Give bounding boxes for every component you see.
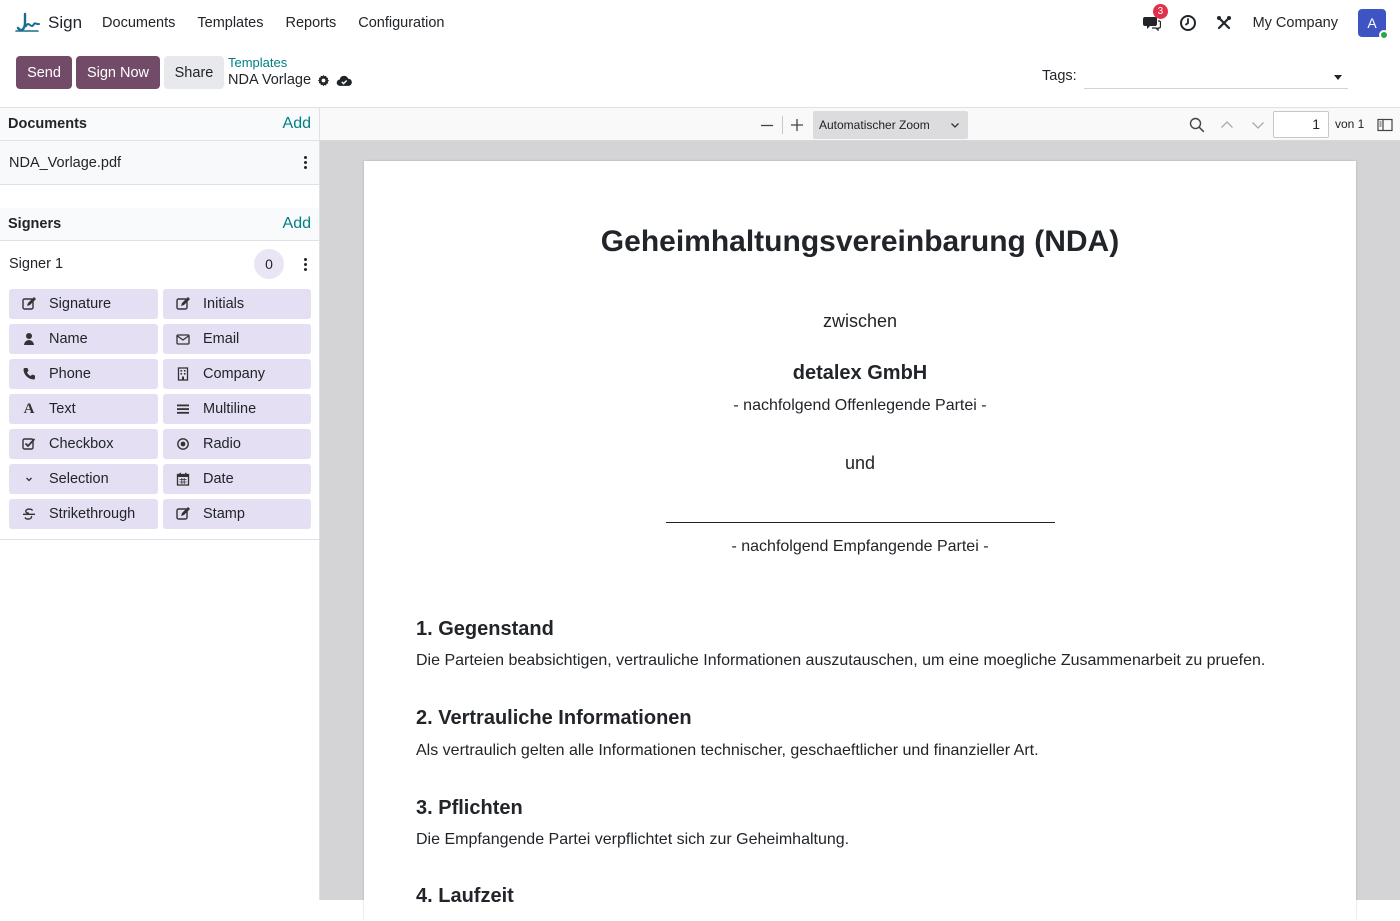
field-signature[interactable] xyxy=(9,289,158,319)
building-icon xyxy=(175,366,191,382)
field-label: Name xyxy=(49,331,88,347)
field-label: Signature xyxy=(49,296,112,312)
breadcrumb-current xyxy=(228,72,352,88)
field-label: Checkbox xyxy=(49,436,114,452)
disclosing-party-role: - nachfolgend Offenlegende Partei - xyxy=(733,397,987,414)
pdf-toolbar xyxy=(320,108,1400,141)
systray xyxy=(1141,6,1386,37)
bars-icon xyxy=(175,401,191,417)
signers-title: Signers xyxy=(8,216,62,232)
toolbar-divider xyxy=(782,116,783,134)
calendar-icon xyxy=(175,471,191,487)
add-signer-button[interactable]: Add xyxy=(282,215,311,232)
breadcrumb xyxy=(228,55,352,88)
field-strikethrough[interactable] xyxy=(9,499,158,529)
stamp-icon xyxy=(175,506,191,522)
clock-icon xyxy=(1179,14,1197,32)
share-button[interactable]: Share xyxy=(164,56,224,89)
online-status-dot xyxy=(1379,30,1389,40)
field-label: Text xyxy=(49,401,76,417)
sign-app-icon xyxy=(14,10,40,36)
document-row[interactable] xyxy=(0,141,319,185)
app-name: Sign xyxy=(48,13,83,32)
breadcrumb-templates[interactable]: Templates xyxy=(228,55,288,70)
find-button[interactable] xyxy=(1186,114,1208,136)
top-navbar xyxy=(0,0,1400,46)
menu-templates[interactable]: Templates xyxy=(197,15,264,31)
chevron-down-icon xyxy=(1251,118,1265,132)
menu-configuration[interactable]: Configuration xyxy=(358,15,445,31)
main-menu xyxy=(102,15,444,31)
previous-page-button[interactable] xyxy=(1216,114,1238,136)
zoom-in-button[interactable] xyxy=(786,114,808,136)
user-icon xyxy=(21,331,37,347)
chevron-down-icon xyxy=(950,120,960,130)
debug-button[interactable] xyxy=(1213,12,1235,34)
app-logo[interactable] xyxy=(14,10,82,36)
user-avatar[interactable] xyxy=(1358,9,1386,37)
tags-label: Tags: xyxy=(1042,68,1077,84)
sidebar-toggle-icon xyxy=(1377,118,1393,132)
gear-icon[interactable] xyxy=(317,74,330,87)
field-label: Multiline xyxy=(203,401,257,417)
messages-button[interactable] xyxy=(1141,6,1164,34)
field-phone[interactable] xyxy=(9,359,158,389)
section-text: Die Empfangende Partei verpflichtet sich zur Geheimhaltung. xyxy=(416,831,850,848)
sidebar-toggle-button[interactable] xyxy=(1374,114,1396,136)
signature-icon xyxy=(21,296,37,312)
field-text[interactable] xyxy=(9,394,158,424)
next-page-button[interactable] xyxy=(1247,114,1269,136)
cloud-save-icon[interactable] xyxy=(336,74,352,87)
field-radio[interactable] xyxy=(163,429,311,459)
minus-icon xyxy=(760,118,774,132)
field-label: Stamp xyxy=(203,506,245,522)
section-text: Die Parteien beabsichtigen, vertrauliche Informationen auszutauschen, um eine moegliche Zusammenarbeit zu pruefen. xyxy=(416,652,1266,669)
signers-header xyxy=(0,208,319,241)
template-title: NDA Vorlage xyxy=(228,72,312,88)
menu-reports[interactable]: Reports xyxy=(285,15,337,31)
field-label: Radio xyxy=(203,436,241,452)
tags-field-group xyxy=(1042,68,1077,84)
caret-down-icon xyxy=(1334,75,1342,80)
document-name: NDA_Vorlage.pdf xyxy=(9,154,122,171)
and-text: und xyxy=(844,453,876,473)
zoom-value: Automatischer Zoom xyxy=(819,118,930,132)
section-heading: 3. Pflichten xyxy=(416,797,523,819)
section-heading: 1. Gegenstand xyxy=(416,618,554,640)
font-icon: A xyxy=(23,400,35,417)
receiving-party-role: - nachfolgend Empfangende Partei - xyxy=(731,538,989,555)
pdf-viewer xyxy=(320,108,1400,907)
tools-icon xyxy=(1216,15,1232,31)
field-label: Email xyxy=(203,331,240,347)
field-types-grid xyxy=(0,287,319,540)
field-label: Strikethrough xyxy=(49,506,136,522)
field-multiline[interactable] xyxy=(163,394,311,424)
signer-name: Signer 1 xyxy=(9,256,64,272)
field-label: Selection xyxy=(49,471,109,487)
chevron-up-icon xyxy=(1220,118,1234,132)
signer-row[interactable] xyxy=(0,241,319,287)
plus-icon xyxy=(790,118,804,132)
initials-icon xyxy=(175,296,191,312)
between-text: zwischen xyxy=(822,311,898,331)
control-panel xyxy=(0,46,1400,108)
field-stamp[interactable] xyxy=(163,499,311,529)
phone-icon xyxy=(21,366,37,382)
section-heading: 2. Vertrauliche Informationen xyxy=(416,707,692,729)
receiving-party-blank-line xyxy=(666,522,1055,523)
signer-field-count: 0 xyxy=(254,249,284,279)
kebab-menu-icon[interactable] xyxy=(300,156,310,169)
field-label: Date xyxy=(203,471,234,487)
checkbox-icon xyxy=(21,436,37,452)
page-number-input[interactable]: 1 xyxy=(1273,111,1329,138)
field-label: Phone xyxy=(49,366,91,382)
field-email[interactable] xyxy=(163,324,311,354)
field-label: Company xyxy=(203,366,266,382)
envelope-icon xyxy=(175,331,191,347)
field-checkbox[interactable] xyxy=(9,429,158,459)
zoom-out-button[interactable] xyxy=(756,114,778,136)
company-switcher[interactable]: My Company xyxy=(1252,15,1338,31)
pdf-page[interactable] xyxy=(364,161,1356,921)
chevron-down-icon xyxy=(21,471,37,487)
avatar-letter: A xyxy=(1367,15,1377,31)
section-text: Als vertraulich gelten alle Informationen technischer, geschaeftlicher und finanzieller Art. xyxy=(416,742,1039,759)
activity-button[interactable] xyxy=(1177,12,1199,34)
field-selection[interactable] xyxy=(9,464,158,494)
tags-input[interactable] xyxy=(1084,65,1348,89)
documents-header xyxy=(0,108,319,141)
disclosing-party-name: detalex GmbH xyxy=(792,362,928,384)
field-date[interactable] xyxy=(163,464,311,494)
zoom-select[interactable] xyxy=(813,111,968,139)
document-title: Geheimhaltungsvereinbarung (NDA) xyxy=(600,225,1120,258)
send-button[interactable]: Send xyxy=(16,56,72,89)
messages-badge: 3 xyxy=(1153,4,1169,19)
kebab-menu-icon[interactable] xyxy=(300,258,310,271)
field-initials[interactable] xyxy=(163,289,311,319)
page-count: von 1 xyxy=(1335,117,1365,131)
sidebar xyxy=(0,108,320,900)
field-label: Initials xyxy=(203,296,245,312)
search-icon xyxy=(1189,117,1205,133)
section-heading: 4. Laufzeit xyxy=(416,885,514,907)
strikethrough-icon xyxy=(21,506,37,522)
radio-icon xyxy=(175,436,191,452)
documents-title: Documents xyxy=(8,116,87,132)
menu-documents[interactable]: Documents xyxy=(102,15,176,31)
sign-now-button[interactable]: Sign Now xyxy=(76,56,160,89)
add-document-button[interactable]: Add xyxy=(282,115,311,132)
field-company[interactable] xyxy=(163,359,311,389)
field-name[interactable] xyxy=(9,324,158,354)
